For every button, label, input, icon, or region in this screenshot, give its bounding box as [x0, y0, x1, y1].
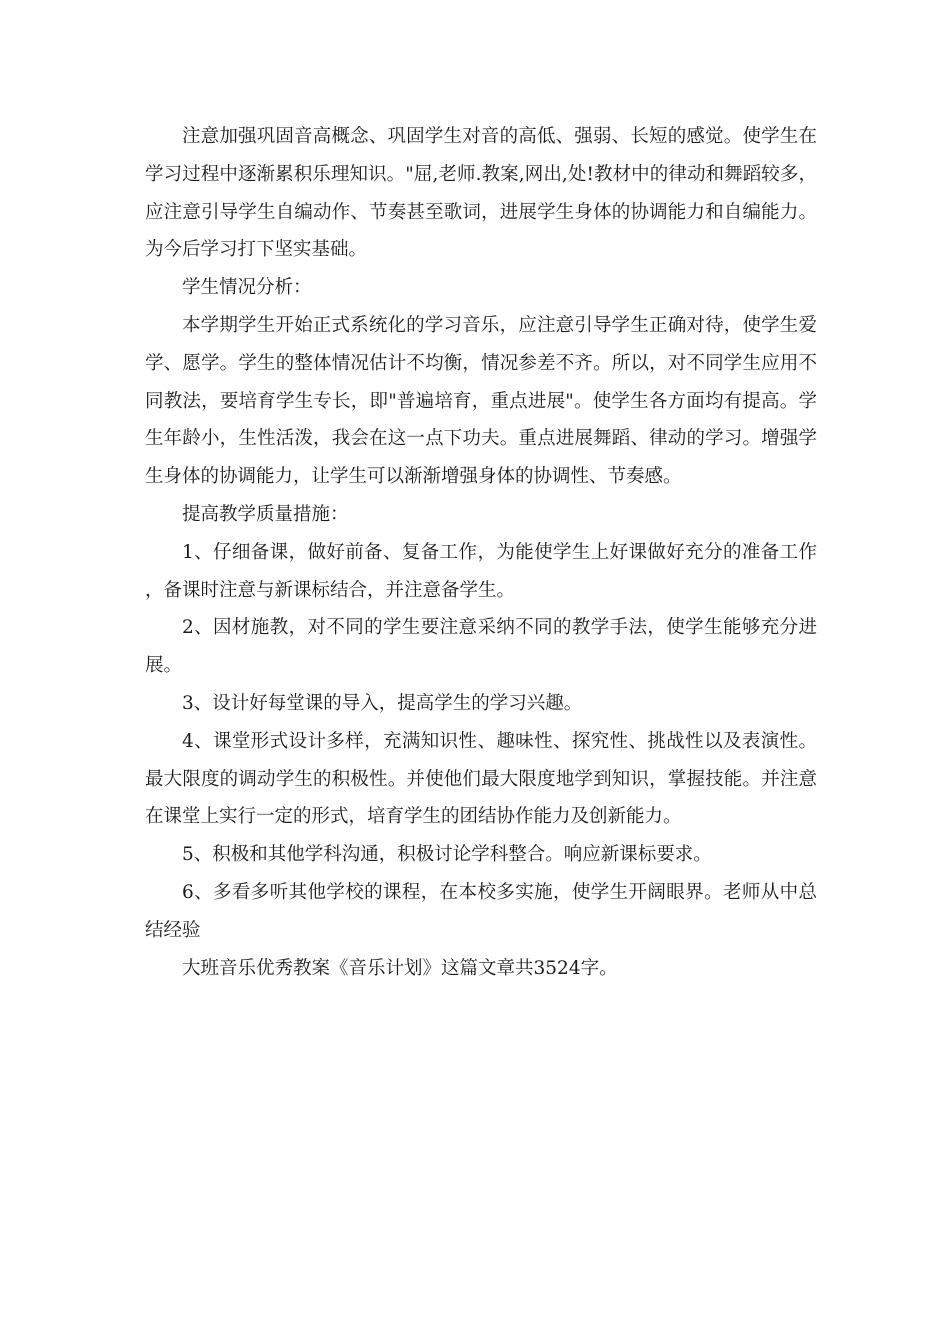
heading-quality-measures: 提高教学质量措施： [182, 503, 349, 525]
article-word-count: 大班音乐优秀教案《音乐计划》这篇文章共3524字。 [182, 957, 618, 979]
heading-student-analysis: 学生情况分析： [182, 277, 312, 299]
measure-item-4: 4、课堂形式设计多样，充满知识性、趣味性、探究性、挑战性以及表演性。最大限度的调动学生的积极性。并使他们最大限度地学到知识，掌握技能。并注意在课堂上实行一定的形式，培育学生的团结协作能力及创新能力。 [145, 730, 817, 828]
measure-item-5: 5、积极和其他学科沟通，积极讨论学科整合。响应新课标要求。 [182, 844, 712, 866]
measure-item-2: 2、因材施教，对不同的学生要注意采纳不同的教学手法，使学生能够充分进展。 [145, 617, 817, 677]
paragraph-music-concepts: 注意加强巩固音高概念、巩固学生对音的高低、强弱、长短的感觉。使学生在学习过程中逐渐累积乐理知识。"屈,老师.教案,网出,处!教材中的律动和舞蹈较多，应注意引导学生自编动作、节奏甚至歌词，进展学生身体的协调能力和自编能力。为今后学习打下坚实基础。 [145, 126, 817, 261]
paragraph-student-analysis: 本学期学生开始正式系统化的学习音乐，应注意引导学生正确对待，使学生爱学、愿学。学生的整体情况估计不均衡，情况参差不齐。所以，对不同学生应用不同教法，要培育学生专长，即"普遍培育，重点进展"。使学生各方面均有提高。学生年龄小，生性活泼，我会在这一点下功夫。重点进展舞蹈、律动的学习。增强学生身体的协调能力，让学生可以渐渐增强身体的协调性、节奏感。 [145, 314, 817, 488]
measure-item-3: 3、设计好每堂课的导入，提高学生的学习兴趣。 [182, 692, 583, 714]
measure-item-6: 6、多看多听其他学校的课程，在本校多实施，使学生开阔眼界。老师从中总结经验 [145, 881, 817, 941]
document-body [145, 118, 817, 987]
measure-item-1: 1、仔细备课，做好前备、复备工作，为能使学生上好课做好充分的准备工作，备课时注意与新课标结合，并注意备学生。 [145, 541, 817, 601]
